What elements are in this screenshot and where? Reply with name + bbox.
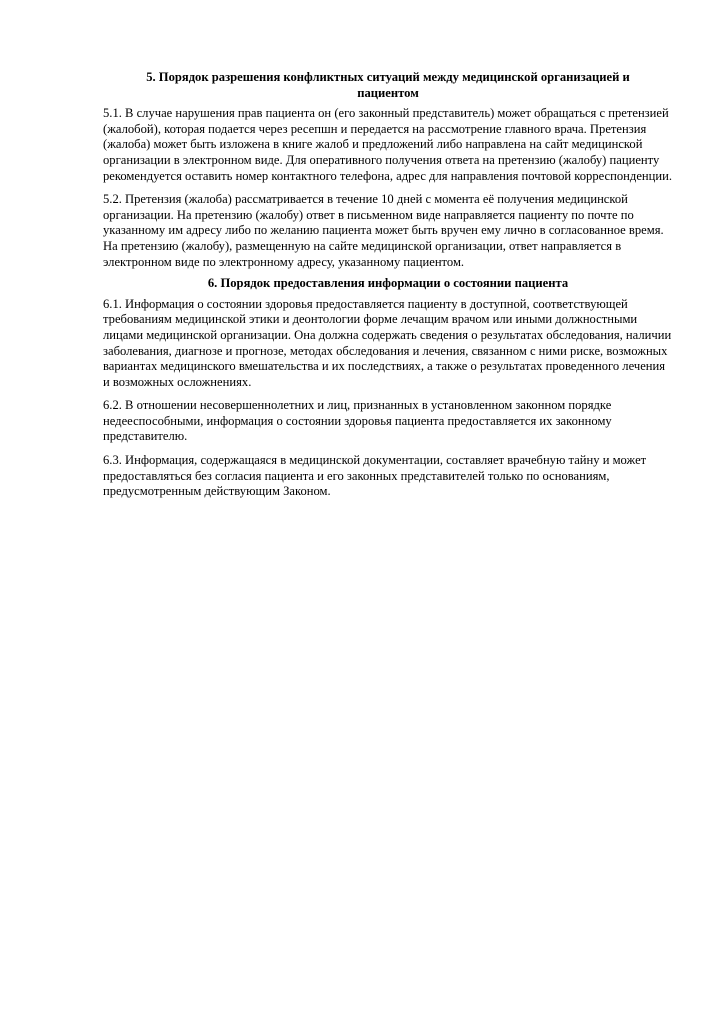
paragraph-5-2: 5.2. Претензия (жалоба) рассматривается в течение 10 дней с момента её получения медицинской организации. На претензию (жалобу) ответ в письменном виде направляется пациенту по почте по указанному им адресу либо по желанию пациента может быть вручен ему лично в согласованное время. На претензию (жалобу), размещенную на сайте медицинской организации, ответ направляется в электронном виде по электронному адресу, указанному пациентом.: [103, 192, 664, 269]
paragraph-6-3: 6.3. Информация, содержащаяся в медицинской документации, составляет врачебную тайну и может предоставляться без согласия пациента и его законных представителей только по основаниям, предусмотренным действующим Законом.: [103, 453, 647, 499]
section-5-title: 5. Порядок разрешения конфликтных ситуаций между медицинской организацией и пациентом: [146, 70, 630, 100]
paragraph-5-1: 5.1. В случае нарушения прав пациента он (его законный представитель) может обращаться с претензией (жалобой), которая подается через ресепшн и передается на рассмотрение главного врача. Претензия (жалоба) может быть изложена в книге жалоб и предложений либо направлена на сайт медицинской организации в электронном виде. Для оперативного получения ответа на претензию (жалобу) пациенту рекомендуется оставить номер контактного телефона, адрес для направления почтовой корреспонденции.: [103, 106, 673, 183]
section-6-title: 6. Порядок предоставления информации о состоянии пациента: [207, 276, 569, 291]
document-page: [103, 70, 673, 508]
section-6: [103, 276, 673, 500]
paragraph-6-1: 6.1. Информация о состоянии здоровья предоставляется пациенту в доступной, соответствующей требованиям медицинской этики и деонтологии форме лечащим врачом или иными должностными лицами медицинской организации. Она должна содержать сведения о результатах обследования, наличии заболевания, диагнозе и прогнозе, методах обследования и лечения, связанном с ними риске, возможных вариантах медицинского вмешательства и их последствиях, а также о результатах проведенного лечения и возможных осложнениях.: [103, 296, 672, 389]
section-5: [103, 70, 673, 270]
paragraph-6-2: 6.2. В отношении несовершеннолетних и лиц, признанных в установленном законном порядке недееспособными, информация о состоянии здоровья пациента предоставляется их законному представителю.: [103, 398, 612, 444]
